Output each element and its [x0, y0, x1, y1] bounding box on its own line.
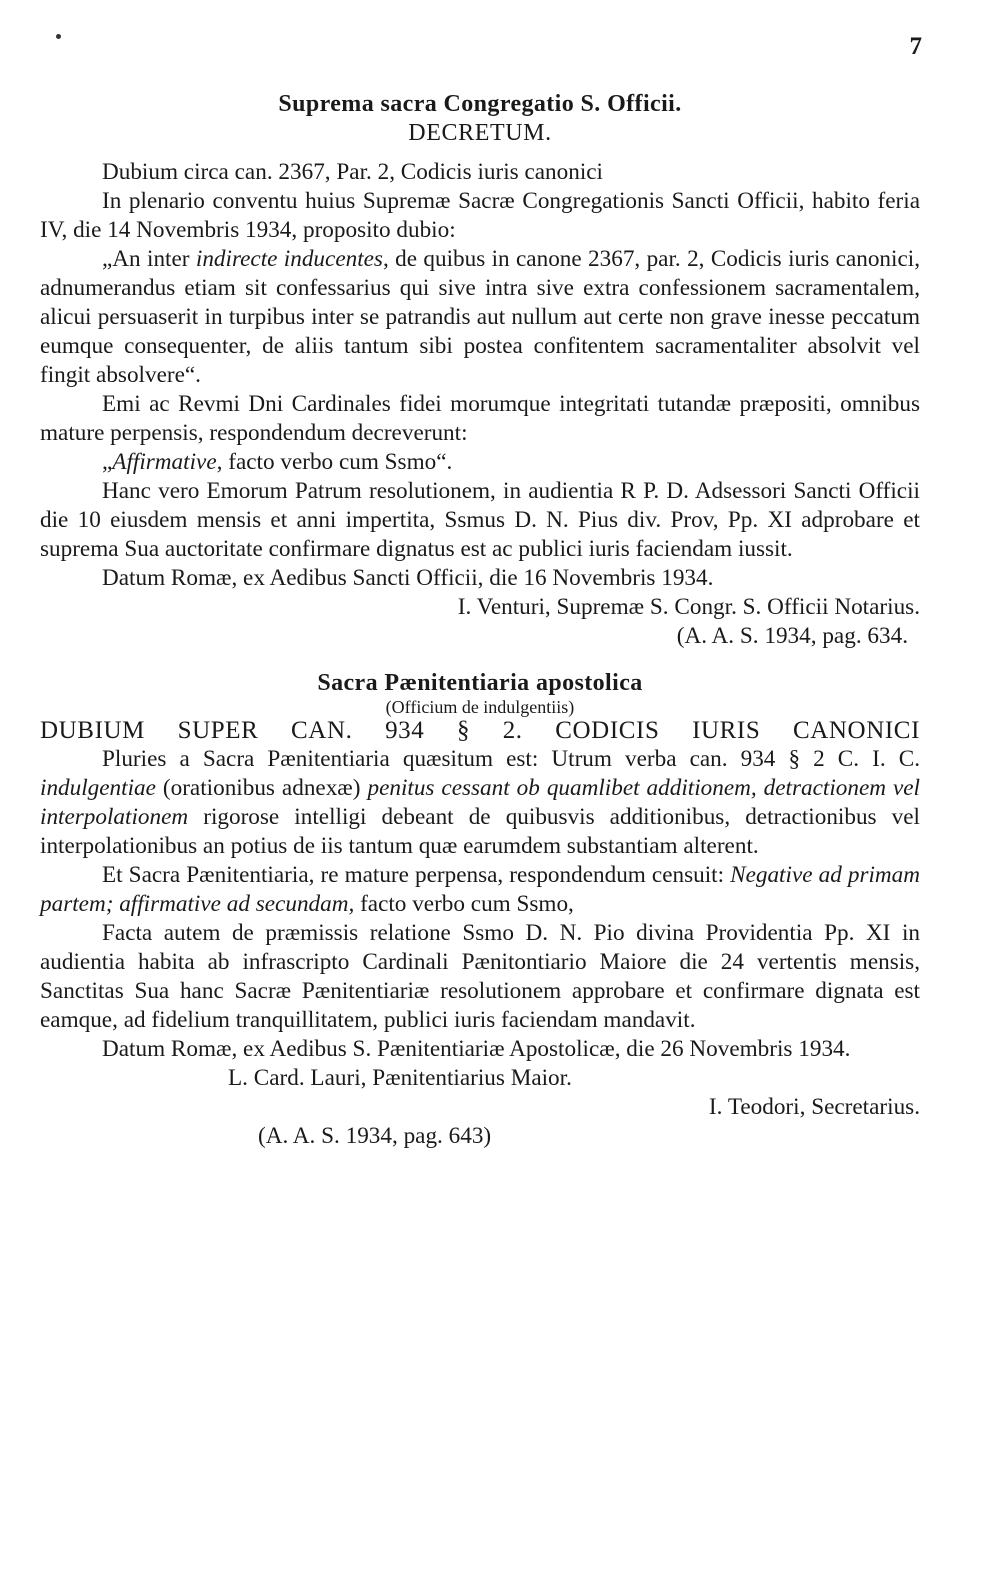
reference: (A. A. S. 1934, pag. 634. — [676, 623, 908, 649]
signature: I. Teodori, Secretarius. — [708, 1094, 920, 1120]
italic-term: indirecte inducentes — [195, 246, 383, 272]
dubium-title: DUBIUM SUPER CAN. 934 § 2. CODICIS IURIS CANONICI — [40, 717, 920, 744]
dubium-title: Dubium circa can. 2367, Par. 2, Codicis iuris canonici — [102, 159, 603, 185]
signature: L. Card. Lauri, Pænitentiarius Maior. — [228, 1065, 572, 1091]
paragraph: Emi ac Revmi Dni Cardinales fidei morumque integritati tutandæ præpositi, omnibus mature perpensis, respondendum decreverunt: — [40, 391, 920, 446]
page-number: 7 — [909, 33, 922, 60]
italic-term: indulgentiae — [40, 775, 156, 801]
document-page — [40, 28, 920, 1151]
paragraph: Facta autem de præmissis relatione Ssmo D. N. Pio divina Providentia Pp. XI in audientia habita ab infrascripto Cardinali Pænitontiario Maiore die 24 vertentis mensis, Sanctitas Sua hanc Sacræ Pænitentiariæ resolutionem approbare et confirmare dignata est eamque, ad fidelium tranquillitatem, publici iuris faciendam mandavit. — [40, 920, 920, 1033]
penitentiary-section — [40, 669, 920, 1151]
reference: (A. A. S. 1934, pag. 643) — [258, 1123, 492, 1149]
paragraph: In plenario conventu huius Supremæ Sacræ Congregationis Sancti Officii, habito feria IV, die 14 Novembris 1934, proposito dubio: — [40, 188, 920, 243]
response: „Affirmative, facto verbo cum Ssmo“. — [102, 449, 453, 475]
italic-phrase: penitus cessant ob quamlibet additionem, detractionem vel interpolationem — [40, 775, 921, 830]
paragraph: Et Sacra Pænitentiaria, re mature perpensa, respondendum censuit: Negative ad primam partem; affirmative ad secundam, facto verbo cum Ssmo, — [40, 862, 921, 917]
italic-phrase: Negative ad primam partem; affirmative ad secundam, — [40, 862, 921, 917]
section-subheading: DECRETUM. — [408, 120, 552, 146]
section-heading: Sacra Pænitentiaria apostolica — [317, 670, 643, 696]
quoted-question: „An inter indirecte inducentes, de quibus in canone 2367, par. 2, Codicis iuris canonici, adnumerandus etiam sit confessarius qui sive intra sive extra confessionem sacramentalem, alicui persuaserit in turpibus inter se patrandis aut nullum aut certe non grave inesse peccatum eumque consequenter, de aliis tantum sibi postea confitentem sacramentaliter absolvit vel fingit absolvere“. — [40, 246, 920, 388]
datum-line: Datum Romæ, ex Aedibus Sancti Officii, die 16 Novembris 1934. — [102, 565, 714, 591]
section-subheading: (Officium de indulgentiis) — [385, 697, 575, 717]
paragraph: Pluries a Sacra Pænitentiaria quæsitum est: Utrum verba can. 934 § 2 C. I. C. indulgentiae (orationibus adnexæ) penitus cessant ob quamlibet additionem, detractionem vel interpolationem rigorose intelligi debeant de quibusvis additionibus, detractionibus vel interpolationibus an potius de iis tantum quæ earumdem substantiam alterent. — [40, 746, 921, 859]
italic-term: Affirmative, — [112, 449, 223, 475]
paragraph: Hanc vero Emorum Patrum resolutionem, in audientia R P. D. Adsessori Sancti Officii die 10 eiusdem mensis et anni impertita, Ssmus D. N. Pius div. Prov, Pp. XI adprobare et suprema Sua auctoritate confirmare dignatus est ac publici iuris faciendam iussit. — [40, 478, 920, 562]
decree-section — [40, 90, 920, 651]
section-heading: Suprema sacra Congregatio S. Officii. — [278, 91, 682, 117]
signature: I. Venturi, Supremæ S. Congr. S. Officii Notarius. — [457, 594, 920, 620]
datum-line: Datum Romæ, ex Aedibus S. Pænitentiariæ Apostolicæ, die 26 Novembris 1934. — [102, 1036, 851, 1062]
